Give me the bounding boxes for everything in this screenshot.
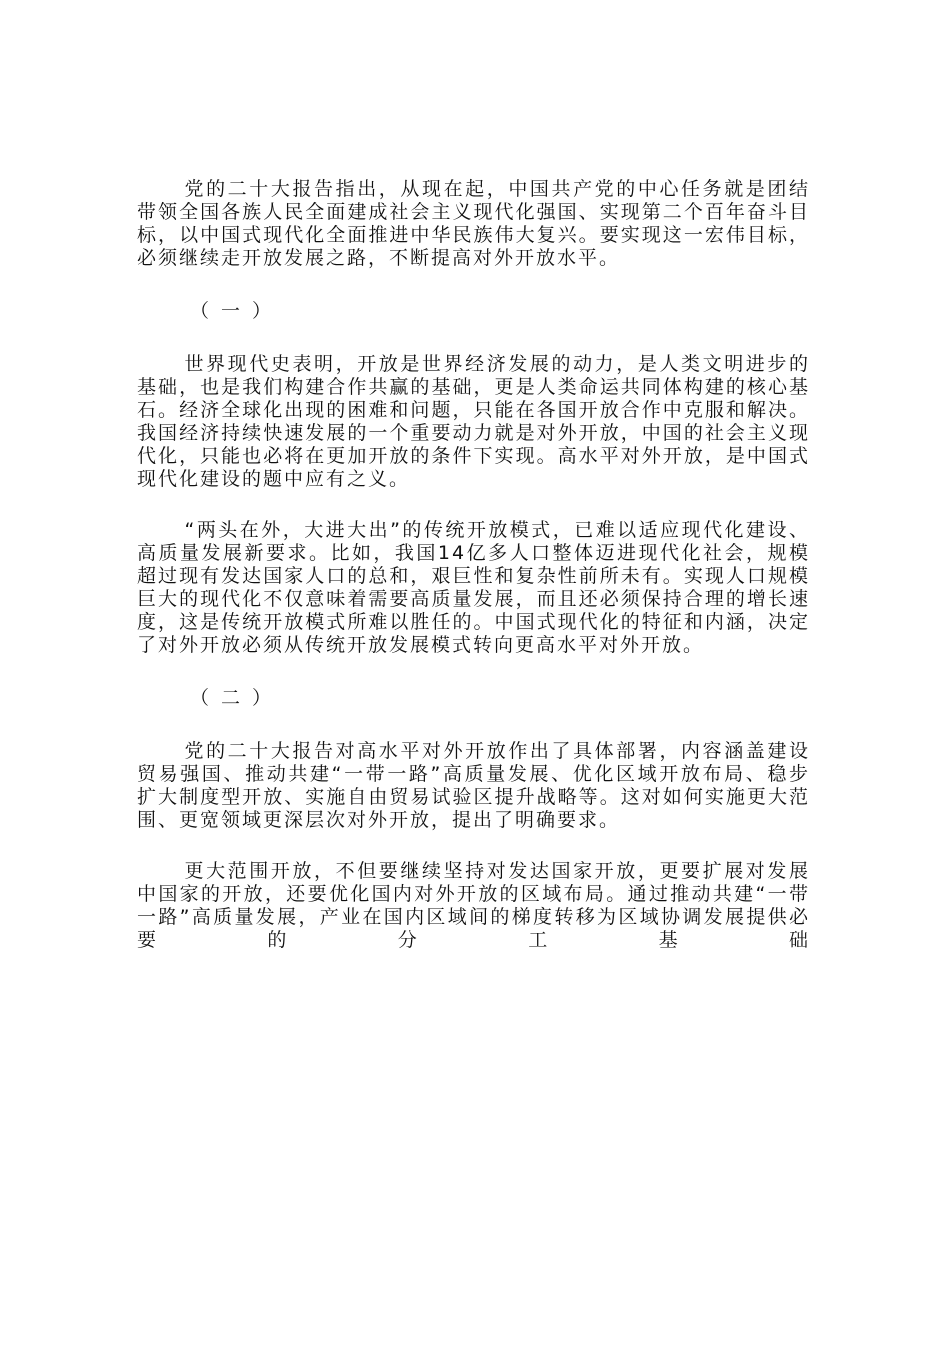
- intro-paragraph: 党的二十大报告指出，从现在起，中国共产党的中心任务就是团结带领全国各族人民全面建成社会主义现代化强国、实现第二个百年奋斗目标，以中国式现代化全面推进中华民族伟大复兴。要实现这一宏伟目标，必须继续走开放发展之路，不断提高对外开放水平。: [137, 178, 810, 269]
- section-heading-two: （二）: [190, 687, 284, 709]
- section-one-paragraph-1: 世界现代史表明，开放是世界经济发展的动力，是人类文明进步的基础，也是我们构建合作共赢的基础，更是人类命运共同体构建的核心基石。经济全球化出现的困难和问题，只能在各国开放合作中克服和解决。我国经济持续快速发展的一个重要动力就是对外开放，中国的社会主义现代化，只能也必将在更加开放的条件下实现。高水平对外开放，是中国式现代化建设的题中应有之义。: [137, 353, 810, 490]
- document-page: [137, 178, 810, 952]
- section-two-paragraph-1: 党的二十大报告对高水平对外开放作出了具体部署，内容涵盖建设贸易强国、推动共建“一带一路”高质量发展、优化区域开放布局、稳步扩大制度型开放、实施自由贸易试验区提升战略等。这对如何实施更大范围、更宽领域更深层次对外开放，提出了明确要求。: [137, 740, 810, 831]
- section-one-paragraph-2: “两头在外，大进大出”的传统开放模式，已难以适应现代化建设、高质量发展新要求。比如，我国14亿多人口整体迈进现代化社会，规模超过现有发达国家人口的总和，艰巨性和复杂性前所未有。实现人口规模巨大的现代化不仅意味着需要高质量发展，而且还必须保持合理的增长速度，这是传统开放模式所难以胜任的。中国式现代化的特征和内涵，决定了对外开放必须从传统开放发展模式转向更高水平对外开放。: [137, 519, 810, 656]
- section-heading-one: （一）: [190, 300, 284, 322]
- section-two-paragraph-2: 更大范围开放，不但要继续坚持对发达国家开放，更要扩展对发展中国家的开放，还要优化国内对外开放的区域布局。通过推动共建“一带一路”高质量发展，产业在国内区域间的梯度转移为区域协调发展提供必要的分工基础: [137, 860, 810, 951]
